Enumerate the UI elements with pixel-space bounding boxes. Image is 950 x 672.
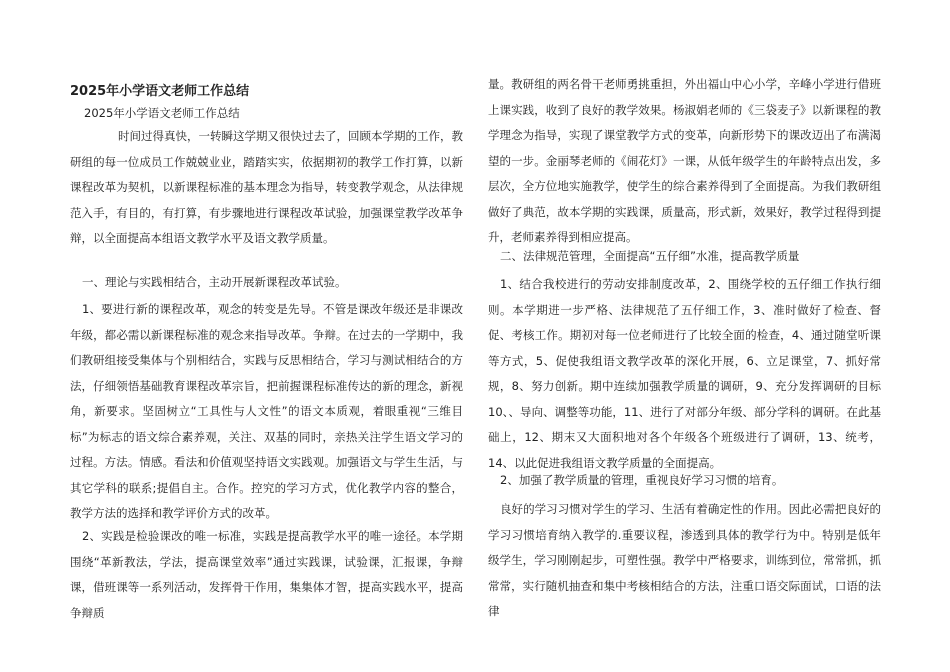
section-1-paragraph-2-continued: 量。教研组的两名骨干老师勇挑重担，外出福山中心小学，辛峰小学进行借班上课实践，收到了良好的教学效果。杨淑娟老师的《三袋麦子》以新课程的教学理念为指导，实现了课堂教学方式的变革，向新形势下的课改迈出了布满渴望的一步。金丽琴老师的《闹花灯》一课，从低年级学生的年龄特点出发，多层次，全方位地实施教学，使学生的综合素养得到了全面提高。为我们教研组做好了典范，故本学期的实践课，质量高，形式新，效果好，教学过程得到提升，老师素养得到相应提高。 bbox=[488, 77, 881, 244]
section-2-paragraph-2: 良好的学习习惯对学生的学习、生活有着确定性的作用。因此必需把良好的学习习惯培育纳入教学的.重要议程，渗透到具体的教学行为中。特别是低年级学生，学习刚刚起步，可塑性强。教学中严格要求，训练到位，常常抓，抓常常，实行随机抽查和集中考核相结合的方法，注重口语交际面试，口语的法律 bbox=[488, 502, 881, 618]
section-2-heading: 二、法律规范管理，全面提高“五仔细”水准，提高教学质量 bbox=[500, 249, 800, 263]
intro-paragraph: 时间过得真快，一转瞬这学期又很快过去了，回顾本学期的工作，教研组的每一位成员工作兢兢业业，踏踏实实，依据期初的教学工作打算，以新课程改革为契机，以新课程标准的基本理念为指导，转变教学观念，从法律规范入手，有目的，有打算，有步骤地进行课程改革试验，加强课堂教学改革争辩，以全面提高本组语文教学水平及语文教学质量。 bbox=[70, 129, 463, 245]
document-subtitle: 2025年小学语文老师工作总结 bbox=[84, 106, 240, 120]
section-1-paragraph-1: 1、要进行新的课程改革，观念的转变是先导。不管是课改年级还是非课改年级，都必需以新课程标准的观念来指导改革。争辩。在过去的一学期中，我们教研组接受集体与个别相结合，实践与反思相结合，学习与测试相结合的方法，仔细领悟基础教育课程改革宗旨，把前握课程标准传达的新的理念，新视角，新要求。坚固树立“工具性与人文性”的语文本质观，着眼重视“三维目标”为标志的语文综合素养观，关注、双基的同时，亲热关注学生语文学习的过程。方法。情感。看法和价值观坚持语文实践观。加强语文与学生生活，与其它学科的联系;提倡自主。合作。控究的学习方式，优化教学内容的整合，教学方法的选择和教学评价方式的改革。 bbox=[70, 302, 463, 520]
section-2-subheading: 2、加强了教学质量的管理，重视良好学习习惯的培育。 bbox=[500, 473, 784, 487]
section-1-heading: 一、理论与实践相结合，主动开展新课程改革试验。 bbox=[82, 275, 347, 289]
section-2-paragraph-1: 1、结合我校进行的劳动安排制度改革，2、围绕学校的五仔细工作执行细则。本学期进一步严格、法律规范了五仔细工作，3、准时做好了检查、督促、考核工作。期初对每一位老师进行了比较全面的检查，4、通过随堂听课等方式，5、促使我组语文教学改革的深化开展，6、立足课堂，7、抓好常规，8、努力创新。期中连续加强教学质量的调研，9、充分发挥调研的目标10、、导向、调整等功能，11、进行了对部分年级、部分学科的调研。在此基础上，12、期末又大面积地对各个年级各个班级进行了调研，13、统考，14、以此促进我组语文教学质量的全面提高。 bbox=[488, 277, 881, 470]
document-title: 2025年小学语文老师工作总结 bbox=[70, 84, 250, 99]
section-1-paragraph-2: 2、实践是检验课改的唯一标准，实践是提高教学水平的唯一途径。本学期围绕“革新教法，学法，提高课堂效率”通过实践课，试验课，汇报课，争辩课，借班课等一系列活动，发挥骨干作用，集集体才智，提高实践水平，提高争辩质 bbox=[70, 529, 463, 620]
